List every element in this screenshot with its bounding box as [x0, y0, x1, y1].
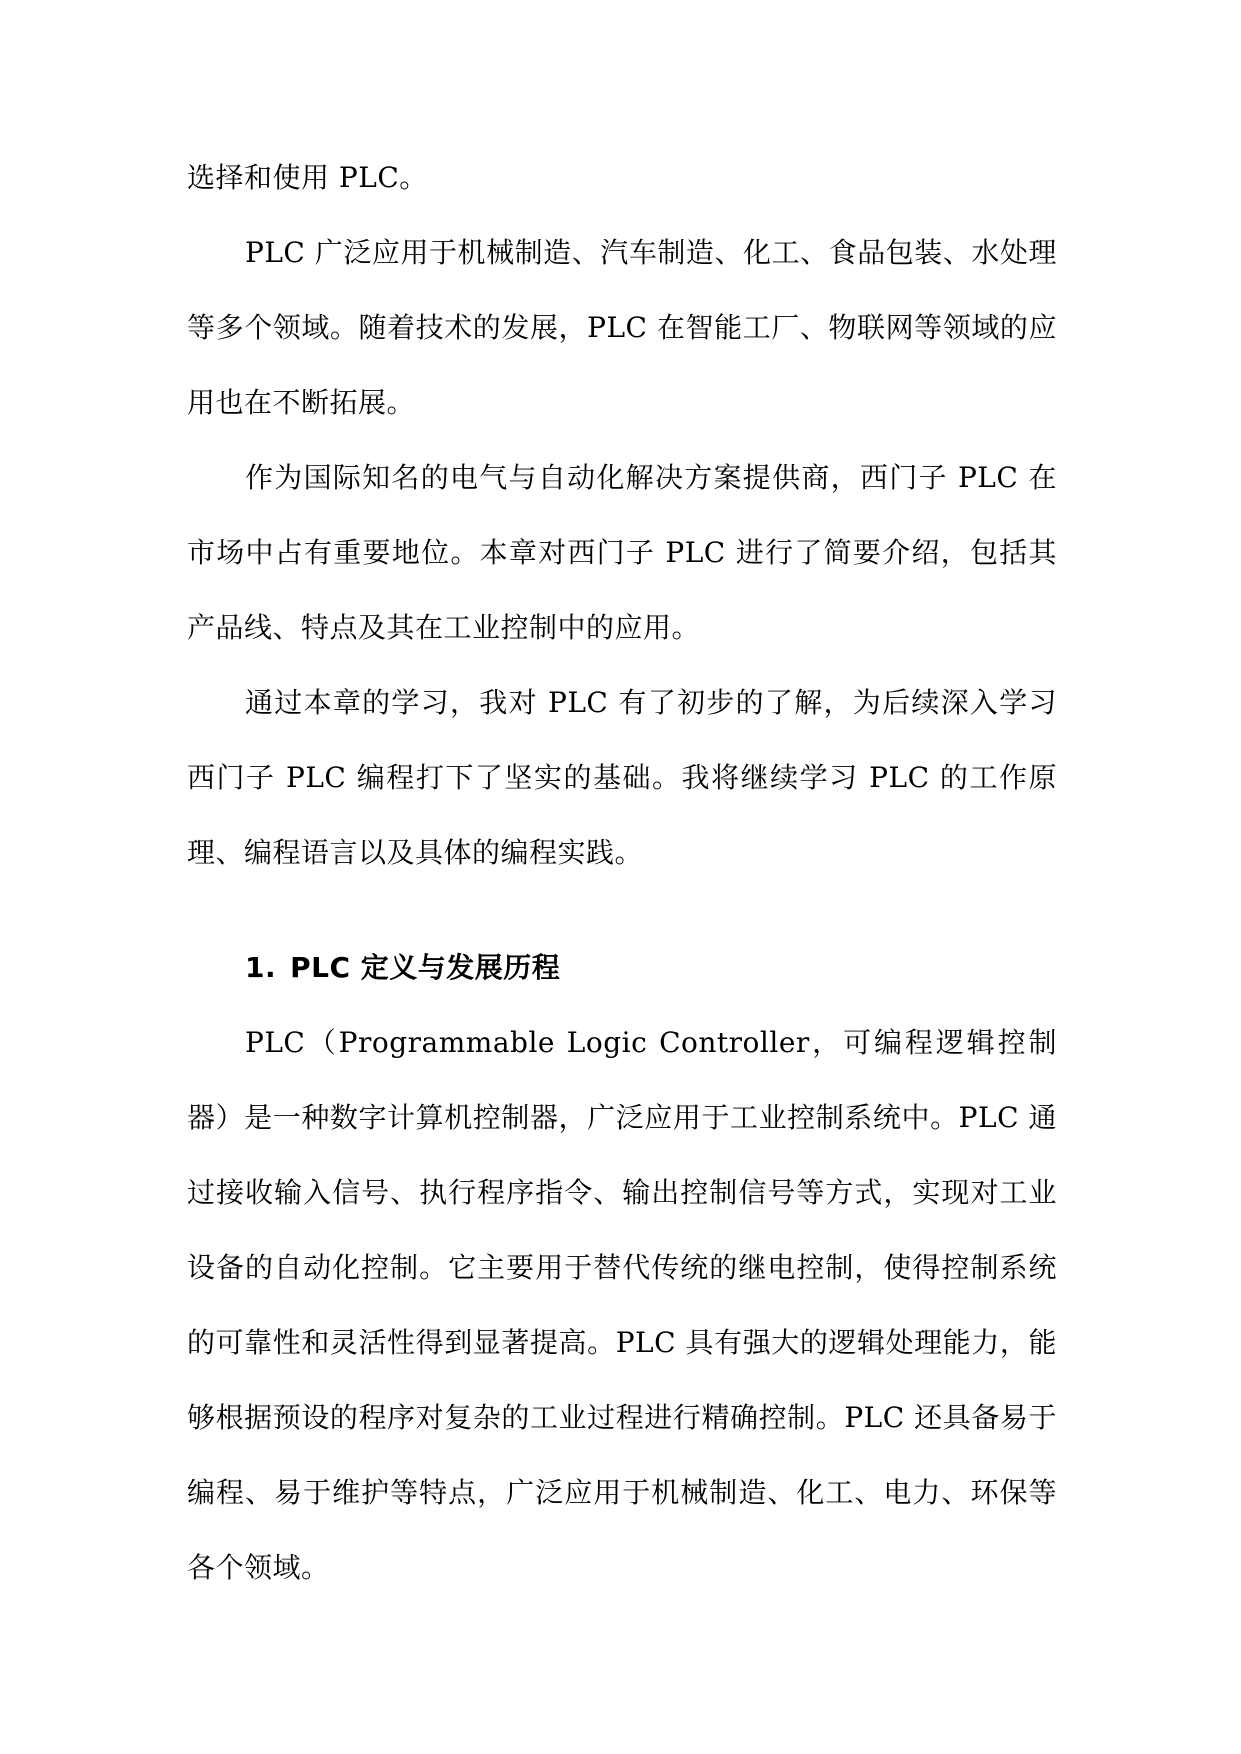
paragraph-plc-applications: PLC 广泛应用于机械制造、汽车制造、化工、食品包装、水处理等多个领域。随着技术的发展，PLC 在智能工厂、物联网等领域的应用也在不断拓展。 [187, 236, 1057, 419]
document-body [187, 140, 1057, 1605]
paragraph-siemens-intro: 作为国际知名的电气与自动化解决方案提供商，西门子 PLC 在市场中占有重要地位。本章对西门子 PLC 进行了简要介绍，包括其产品线、特点及其在工业控制中的应用。 [187, 461, 1057, 644]
section-heading [187, 930, 1057, 1005]
section-spacer [187, 890, 1057, 930]
paragraph-chapter-summary: 通过本章的学习，我对 PLC 有了初步的了解，为后续深入学习西门子 PLC 编程打下了坚实的基础。我将继续学习 PLC 的工作原理、编程语言以及具体的编程实践。 [187, 686, 1057, 869]
paragraph-plc-definition: PLC（Programmable Logic Controller，可编程逻辑控制器）是一种数字计算机控制器，广泛应用于工业控制系统中。PLC 通过接收输入信号、执行程序指令、输出控制信号等方式，实现对工业设备的自动化控制。它主要用于替代传统的继电控制，使得控制系统的可靠性和灵活性得到显著提高。PLC 具有强大的逻辑处理能力，能够根据预设的程序对复杂的工业过程进行精确控制。PLC 还具备易于编程、易于维护等特点，广泛应用于机械制造、化工、电力、环保等各个领域。 [187, 1026, 1057, 1584]
section-number: 1. [245, 951, 277, 984]
section-title: PLC 定义与发展历程 [290, 951, 561, 984]
paragraph-continuation: 选择和使用 PLC。 [187, 161, 428, 194]
